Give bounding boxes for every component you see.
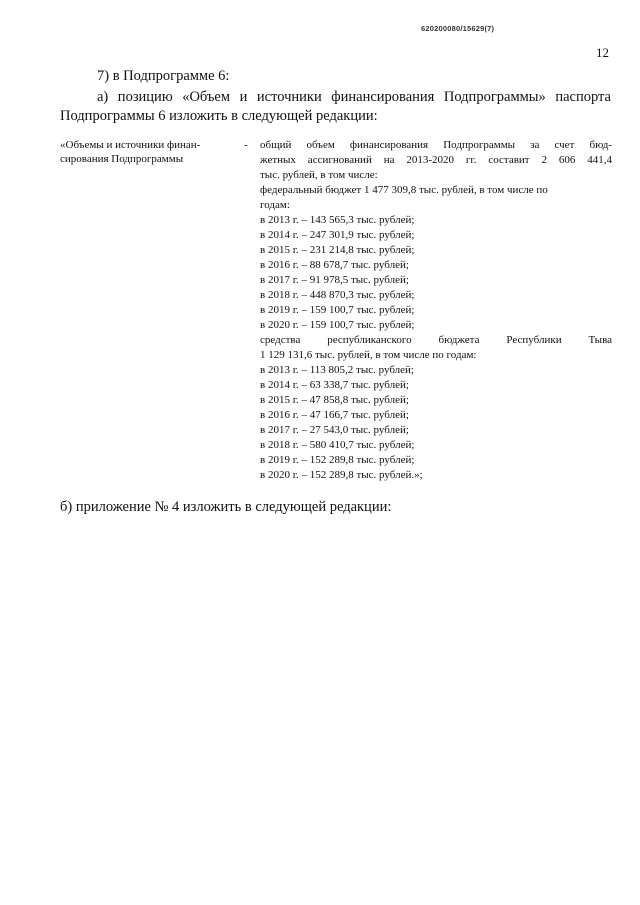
position-name-line-2: сирования Подпрограммы: [60, 153, 184, 165]
value-line: в 2016 г. – 88 678,7 тыс. рублей;: [260, 259, 409, 271]
value-line: в 2014 г. – 247 301,9 тыс. рублей;: [260, 229, 415, 241]
value-line: в 2018 г. – 580 410,7 тыс. рублей;: [260, 439, 415, 451]
value-line: тыс. рублей, в том числе:: [260, 169, 378, 181]
item-a-line-1: а) позицию «Объем и источники финансирования Подпрограммы» паспорта: [97, 89, 611, 105]
value-line: в 2015 г. – 47 858,8 тыс. рублей;: [260, 394, 409, 406]
value-line: в 2015 г. – 231 214,8 тыс. рублей;: [260, 244, 415, 256]
value-line: в 2020 г. – 152 289,8 тыс. рублей.»;: [260, 469, 423, 481]
value-line: в 2017 г. – 91 978,5 тыс. рублей;: [260, 274, 409, 286]
value-line: в 2018 г. – 448 870,3 тыс. рублей;: [260, 289, 415, 301]
value-line: в 2013 г. – 143 565,3 тыс. рублей;: [260, 214, 415, 226]
value-line: общий объем финансирования Подпрограммы за счет бюд-: [260, 139, 612, 151]
value-line: в 2020 г. – 159 100,7 тыс. рублей;: [260, 319, 415, 331]
value-line: в 2014 г. – 63 338,7 тыс. рублей;: [260, 379, 409, 391]
value-line: в 2019 г. – 159 100,7 тыс. рублей;: [260, 304, 415, 316]
page-number: 12: [596, 45, 609, 60]
item-7-heading: 7) в Подпрограмме 6:: [97, 68, 230, 84]
value-line: жетных ассигнований на 2013-2020 гг. составит 2 606 441,4: [260, 154, 612, 166]
item-a-line-2: Подпрограммы 6 изложить в следующей редакции:: [60, 108, 378, 124]
position-value-cell: [260, 138, 612, 483]
document-id: 620200080/15629(7): [421, 24, 495, 33]
value-line: в 2013 г. – 113 805,2 тыс. рублей;: [260, 364, 414, 376]
position-name-cell: [60, 138, 245, 166]
value-line: в 2017 г. – 27 543,0 тыс. рублей;: [260, 424, 409, 436]
value-line: 1 129 131,6 тыс. рублей, в том числе по годам:: [260, 349, 477, 361]
position-dash: -: [244, 139, 248, 151]
value-line: в 2019 г. – 152 289,8 тыс. рублей;: [260, 454, 415, 466]
position-name-line-1: «Объемы и источники финан-: [60, 139, 201, 151]
value-line: в 2016 г. – 47 166,7 тыс. рублей;: [260, 409, 409, 421]
value-line: средства республиканского бюджета Республики Тыва: [260, 334, 612, 346]
value-line: годам:: [260, 199, 290, 211]
item-b-heading: б) приложение № 4 изложить в следующей редакции:: [60, 499, 392, 515]
value-line: федеральный бюджет 1 477 309,8 тыс. рублей, в том числе по: [260, 184, 548, 196]
